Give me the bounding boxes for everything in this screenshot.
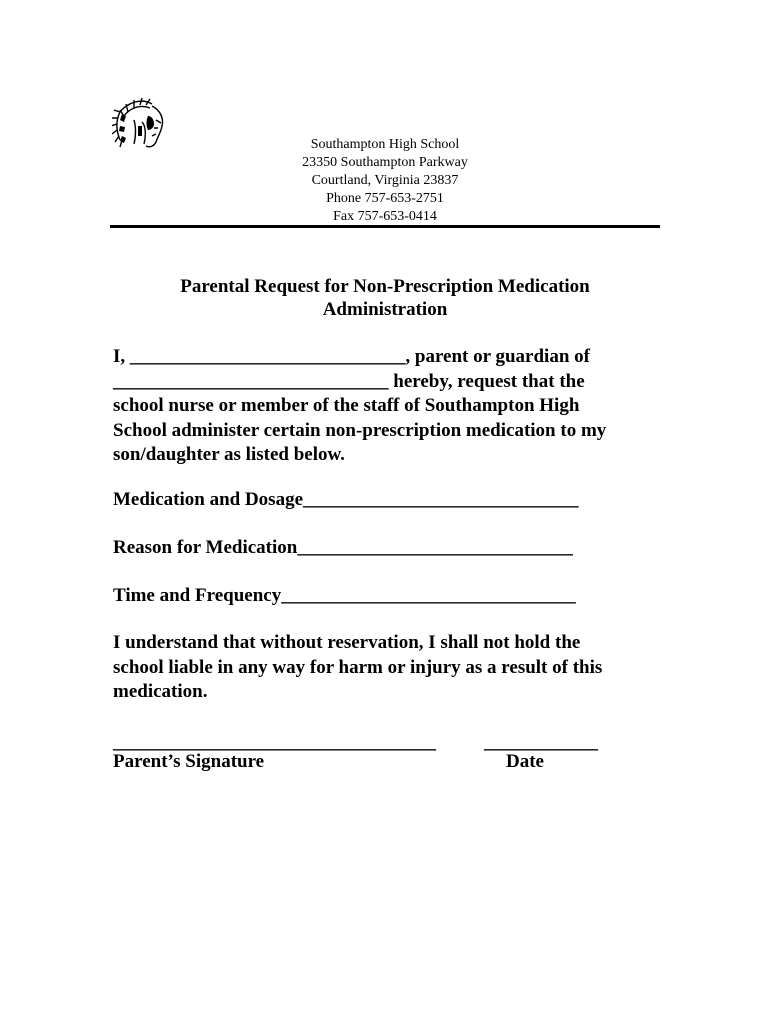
form-title: [110, 275, 660, 321]
date-label: Date: [506, 751, 544, 772]
form-title-line2: Administration: [322, 299, 448, 320]
school-name: Southampton High School: [310, 137, 460, 152]
request-paragraph: [113, 345, 653, 468]
medication-dosage-field[interactable]: Medication and Dosage_____________________________: [113, 489, 579, 510]
header-divider: [110, 225, 660, 228]
liability-paragraph: [113, 631, 653, 705]
signature-label: Parent’s Signature: [113, 751, 265, 772]
liability-text: school liable in any way for harm or injury as a result of this: [113, 656, 603, 678]
school-fax: Fax 757-653-0414: [333, 209, 437, 224]
school-letterhead: [110, 136, 660, 226]
school-city: Courtland, Virginia 23837: [311, 173, 459, 188]
liability-text: I understand that without reservation, I shall not hold the: [113, 632, 581, 653]
time-frequency-field[interactable]: Time and Frequency_______________________________: [113, 585, 576, 606]
date-line[interactable]: ____________: [484, 732, 598, 753]
signature-line[interactable]: __________________________________: [113, 732, 436, 753]
school-street: 23350 Southampton Parkway: [302, 155, 468, 170]
student-name-line[interactable]: _____________________________ hereby, request that the: [113, 370, 585, 392]
liability-text: medication.: [113, 681, 208, 702]
school-phone: Phone 757-653-2751: [326, 191, 444, 206]
request-text: son/daughter as listed below.: [113, 444, 345, 465]
guardian-name-line[interactable]: I, _____________________________, parent or guardian of: [113, 346, 590, 367]
reason-for-medication-field[interactable]: Reason for Medication_____________________________: [113, 537, 573, 558]
request-text: School administer certain non-prescription medication to my: [113, 419, 607, 441]
form-title-line1: Parental Request for Non-Prescription Medication: [180, 276, 590, 297]
request-text: school nurse or member of the staff of Southampton High: [113, 395, 580, 416]
